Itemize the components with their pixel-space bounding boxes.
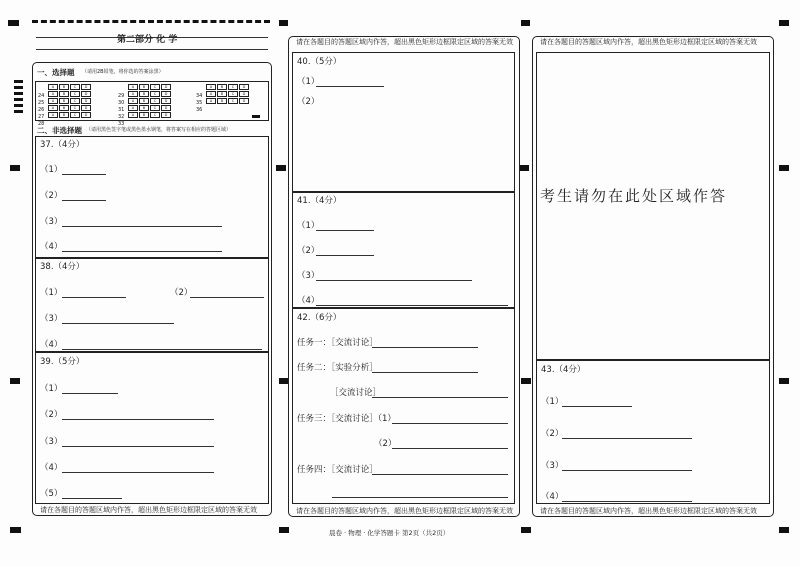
q39-part2: （2）: [40, 410, 63, 420]
registration-mark: [779, 527, 789, 533]
option-bubble-a[interactable]: A: [206, 91, 216, 97]
question-number: 31: [118, 107, 125, 113]
q43-part3: （3）: [541, 461, 564, 471]
question-number: 28: [38, 121, 45, 127]
option-bubble-c[interactable]: C: [150, 91, 160, 97]
option-bubble-b[interactable]: B: [139, 98, 149, 104]
option-bubble-c[interactable]: C: [228, 98, 238, 104]
option-bubble-b[interactable]: B: [59, 91, 69, 97]
no-answer-zone: [536, 52, 770, 360]
option-bubble-b[interactable]: B: [139, 105, 149, 111]
q41-part1: （1）: [297, 221, 320, 231]
option-bubble-a[interactable]: A: [48, 105, 58, 111]
q39-part1: （1）: [40, 384, 63, 394]
option-bubble-d[interactable]: D: [161, 91, 171, 97]
registration-mark: [276, 165, 286, 171]
answer-line[interactable]: [332, 497, 508, 498]
option-bubble-a[interactable]: A: [128, 91, 138, 97]
section2-title: 二、非选择题: [37, 126, 82, 135]
option-bubble-a[interactable]: A: [48, 84, 58, 90]
question-number: 25: [38, 100, 45, 106]
page-footer: 晨卷 · 物理 · 化学答题卡 第2页（共2页）: [329, 529, 450, 537]
registration-mark: [279, 527, 289, 533]
no-answer-zone-label: 考生请勿在此处区域作答: [540, 187, 728, 205]
bottom-notice: 请在各题目的答题区域内作答，超出黑色矩形边框限定区域的答案无效: [540, 507, 757, 515]
option-bubble-c[interactable]: C: [150, 105, 160, 111]
registration-mark: [521, 527, 531, 533]
answer-line[interactable]: [62, 226, 222, 227]
header-line: [36, 49, 268, 50]
q37-part3: （3）: [40, 217, 63, 227]
q38-part4: （4）: [40, 340, 63, 350]
q42-task1: 任务一：［交流讨论］: [297, 338, 378, 348]
registration-mark: [519, 165, 529, 171]
registration-mark: [521, 378, 531, 384]
answer-line[interactable]: [372, 474, 508, 475]
option-bubble-a[interactable]: A: [48, 98, 58, 104]
question-number: 24: [38, 93, 45, 99]
q42-task2-discussion: ［交流讨论］: [330, 388, 382, 398]
section-title: 第二部分 化 学: [117, 35, 178, 45]
section2-hint: （请用黑色签字笔或黑色墨水钢笔，将答案写在相应的答题区域）: [86, 127, 232, 133]
timing-mark: [14, 110, 23, 113]
q38-area[interactable]: [35, 258, 269, 352]
answer-line[interactable]: [316, 230, 374, 231]
answer-line[interactable]: [562, 501, 692, 502]
q39-area[interactable]: [35, 352, 269, 504]
q42-title: 42.（6分）: [297, 313, 342, 323]
question-number: 35: [196, 100, 203, 106]
question-number: 33: [118, 121, 125, 127]
option-bubble-d[interactable]: D: [81, 98, 91, 104]
q42-task3: 任务三：［交流讨论］（1）: [297, 414, 396, 424]
answer-line[interactable]: [316, 280, 472, 281]
option-bubble-b[interactable]: B: [217, 84, 227, 90]
option-bubble-d[interactable]: D: [239, 91, 249, 97]
q39-part3: （3）: [40, 437, 63, 447]
option-bubble-d[interactable]: D: [81, 112, 91, 118]
q41-area[interactable]: [292, 192, 515, 308]
option-bubble-a[interactable]: A: [128, 84, 138, 90]
q37-area[interactable]: [35, 136, 269, 258]
option-bubble-c[interactable]: C: [70, 98, 80, 104]
option-bubble-d[interactable]: D: [161, 98, 171, 104]
answer-line[interactable]: [62, 200, 106, 201]
option-bubble-d[interactable]: D: [81, 91, 91, 97]
option-bubble-a[interactable]: A: [48, 91, 58, 97]
timing-mark: [14, 104, 23, 107]
option-bubble-b[interactable]: B: [217, 98, 227, 104]
registration-mark: [10, 527, 21, 533]
q42-task2: 任务二：［实验分析］: [297, 363, 378, 373]
answer-line[interactable]: [372, 347, 478, 348]
q40-area[interactable]: [292, 52, 515, 192]
answer-line[interactable]: [62, 472, 214, 473]
answer-line[interactable]: [562, 470, 692, 471]
q38-part2: （2）: [170, 288, 193, 298]
option-bubble-c[interactable]: C: [70, 91, 80, 97]
option-bubble-b[interactable]: B: [59, 84, 69, 90]
q42-task3-part2: （2）: [374, 439, 397, 449]
answer-line[interactable]: [62, 393, 118, 394]
option-bubble-b[interactable]: B: [139, 112, 149, 118]
timing-mark: [14, 98, 23, 101]
option-bubble-c[interactable]: C: [228, 84, 238, 90]
option-bubble-c[interactable]: C: [228, 91, 238, 97]
answer-line[interactable]: [372, 372, 478, 373]
section1-title: 一、选择题: [37, 68, 75, 77]
registration-mark: [779, 378, 789, 384]
option-bubble-d[interactable]: D: [161, 84, 171, 90]
q43-title: 43.（4分）: [541, 365, 586, 375]
option-bubble-c[interactable]: C: [70, 105, 80, 111]
registration-mark: [521, 20, 530, 26]
option-bubble-c[interactable]: C: [150, 112, 160, 118]
top-dashed-border: [32, 20, 270, 23]
answer-line[interactable]: [62, 251, 222, 252]
option-bubble-d[interactable]: D: [161, 112, 171, 118]
answer-line[interactable]: [562, 438, 692, 439]
option-bubble-c[interactable]: C: [150, 98, 160, 104]
option-bubble-b[interactable]: B: [139, 84, 149, 90]
registration-mark: [10, 165, 20, 171]
option-bubble-c[interactable]: C: [70, 84, 80, 90]
question-28-row: [38, 112, 92, 128]
q43-area[interactable]: [536, 360, 770, 504]
option-bubble-b[interactable]: B: [59, 112, 69, 118]
q39-part5: （5）: [40, 489, 63, 499]
option-bubble-a[interactable]: A: [128, 105, 138, 111]
option-bubble-b[interactable]: B: [59, 105, 69, 111]
answer-line[interactable]: [562, 406, 632, 407]
q40-part1: （1）: [297, 77, 320, 87]
q43-part2: （2）: [541, 429, 564, 439]
q41-part3: （3）: [297, 271, 320, 281]
question-number: 34: [196, 93, 203, 99]
q38-title: 38.（4分）: [40, 262, 85, 272]
answer-line[interactable]: [62, 419, 214, 420]
q40-title: 40.（5分）: [297, 57, 342, 67]
question-number: 36: [196, 107, 203, 113]
option-bubble-a[interactable]: A: [48, 112, 58, 118]
answer-line[interactable]: [316, 305, 508, 306]
option-bubble-a[interactable]: A: [128, 112, 138, 118]
question-number: 29: [118, 93, 125, 99]
q40-part2: （2）: [297, 97, 320, 107]
timing-mark: [14, 80, 23, 83]
option-bubble-b[interactable]: B: [59, 98, 69, 104]
option-bubble-d[interactable]: D: [239, 98, 249, 104]
q41-part2: （2）: [297, 246, 320, 256]
registration-mark: [10, 378, 20, 384]
answer-line[interactable]: [62, 323, 174, 324]
answer-line[interactable]: [62, 297, 126, 298]
option-bubble-d[interactable]: D: [239, 84, 249, 90]
answer-line[interactable]: [62, 498, 122, 499]
q41-part4: （4）: [297, 296, 320, 306]
answer-line[interactable]: [316, 86, 384, 87]
q38-part1: （1）: [40, 288, 63, 298]
timing-mark: [14, 92, 23, 95]
question-number: 32: [118, 114, 125, 120]
q42-task4: 任务四：［交流讨论］: [297, 465, 378, 475]
top-notice: 请在各题目的答题区域内作答，超出黑色矩形边框限定区域的答案无效: [540, 38, 757, 46]
q39-part4: （4）: [40, 463, 63, 473]
registration-mark: [279, 20, 288, 26]
option-bubble-a[interactable]: A: [206, 98, 216, 104]
option-bubble-c[interactable]: C: [150, 84, 160, 90]
option-bubble-d[interactable]: D: [161, 105, 171, 111]
q39-title: 39.（5分）: [40, 357, 85, 367]
q37-part2: （2）: [40, 191, 63, 201]
answer-line[interactable]: [62, 349, 262, 350]
option-bubble-d[interactable]: D: [81, 105, 91, 111]
q41-title: 41.（4分）: [297, 196, 342, 206]
option-bubble-d[interactable]: D: [81, 84, 91, 90]
answer-line[interactable]: [372, 397, 508, 398]
registration-mark: [8, 20, 19, 26]
q43-part4: （4）: [541, 492, 564, 502]
answer-line[interactable]: [62, 446, 214, 447]
bottom-notice: 请在各题目的答题区域内作答，超出黑色矩形边框限定区域的答案无效: [296, 507, 513, 515]
question-number: 27: [38, 114, 45, 120]
q43-part1: （1）: [541, 397, 564, 407]
option-bubble-a[interactable]: A: [128, 98, 138, 104]
question-33-row: [118, 112, 172, 128]
q38-part3: （3）: [40, 314, 63, 324]
option-bubble-a[interactable]: A: [206, 84, 216, 90]
registration-mark: [779, 165, 789, 171]
top-notice: 请在各题目的答题区域内作答，超出黑色矩形边框限定区域的答案无效: [296, 38, 513, 46]
question-number: 30: [118, 100, 125, 106]
question-number: 26: [38, 107, 45, 113]
answer-line[interactable]: [316, 255, 374, 256]
q37-part1: （1）: [40, 165, 63, 175]
option-bubble-b[interactable]: B: [139, 91, 149, 97]
answer-line[interactable]: [392, 448, 508, 449]
answer-line[interactable]: [392, 423, 508, 424]
question-36-row: [196, 98, 250, 114]
q37-part4: （4）: [40, 242, 63, 252]
timing-mark: [252, 115, 260, 118]
answer-line[interactable]: [62, 174, 106, 175]
option-bubble-c[interactable]: C: [70, 112, 80, 118]
option-bubble-b[interactable]: B: [217, 91, 227, 97]
q37-title: 37.（4分）: [40, 140, 85, 150]
answer-line[interactable]: [190, 297, 264, 298]
registration-mark: [779, 20, 789, 26]
section1-hint: （请用2B铅笔，将你选的答案涂黑）: [82, 69, 164, 75]
bottom-notice: 请在各题目的答题区域内作答，超出黑色矩形边框限定区域的答案无效: [40, 506, 257, 514]
timing-mark: [14, 86, 23, 89]
